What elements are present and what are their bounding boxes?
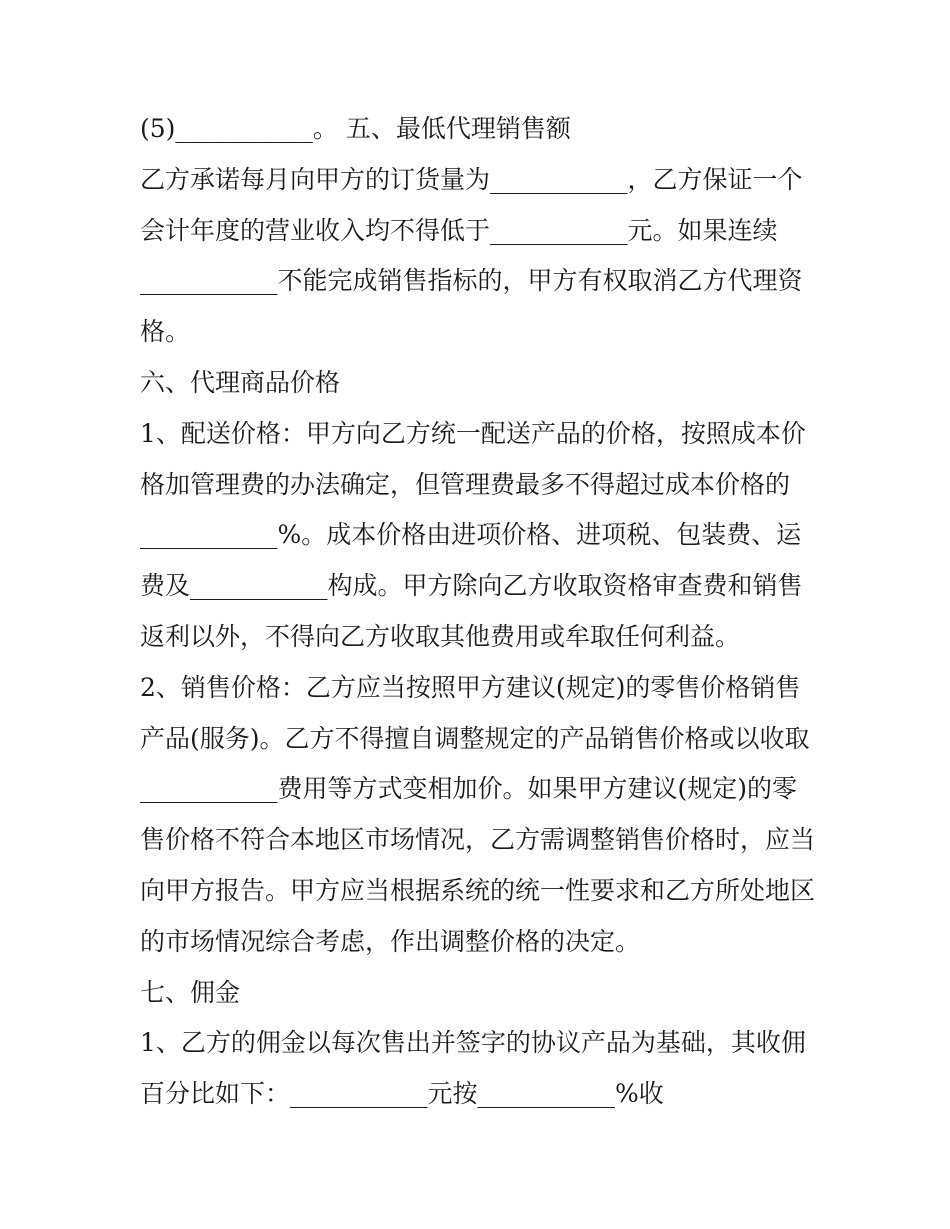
text-line: 格加管理费的办法确定，但管理费最多不得超过成本价格的	[140, 469, 791, 499]
text-line: 产品(服务)。乙方不得擅自调整规定的产品销售价格或以收取	[140, 723, 810, 753]
text-line: 1、乙方的佣金以每次售出并签字的协议产品为基础，其收佣	[140, 1028, 806, 1058]
text-line: 向甲方报告。甲方应当根据系统的统一性要求和乙方所处地区	[140, 875, 816, 905]
text-line: ___________费用等方式变相加价。如果甲方建议(规定)的零	[140, 774, 798, 804]
document-body	[140, 104, 820, 1120]
text-line: 售价格不符合本地区市场情况，乙方需调整销售价格时，应当	[140, 825, 816, 855]
text-line: ___________不能完成销售指标的，甲方有权取消乙方代理资	[140, 266, 803, 296]
text-line: ___________%。成本价格由进项价格、进项税、包装费、运	[140, 520, 802, 550]
text-line: 格。	[140, 317, 191, 347]
text-line: 会计年度的营业收入均不得低于___________元。如果连续	[140, 215, 778, 245]
text-line: 的市场情况综合考虑，作出调整价格的决定。	[140, 926, 641, 956]
section-heading: 六、代理商品价格	[140, 367, 341, 397]
text-line: 1、配送价格：甲方向乙方统一配送产品的价格，按照成本价	[140, 418, 806, 448]
text-line: 2、销售价格：乙方应当按照甲方建议(规定)的零售价格销售	[140, 672, 801, 702]
text-line: 百分比如下：___________元按___________%收	[140, 1079, 664, 1109]
text-line: 费及___________构成。甲方除向乙方收取资格审查费和销售	[140, 571, 803, 601]
text-line: 乙方承诺每月向甲方的订货量为___________，乙方保证一个	[140, 164, 803, 194]
section-heading: 七、佣金	[140, 977, 241, 1007]
text-line: (5)___________。 五、最低代理销售额	[140, 114, 571, 143]
text-line: 返利以外，不得向乙方收取其他费用或牟取任何利益。	[140, 621, 741, 651]
